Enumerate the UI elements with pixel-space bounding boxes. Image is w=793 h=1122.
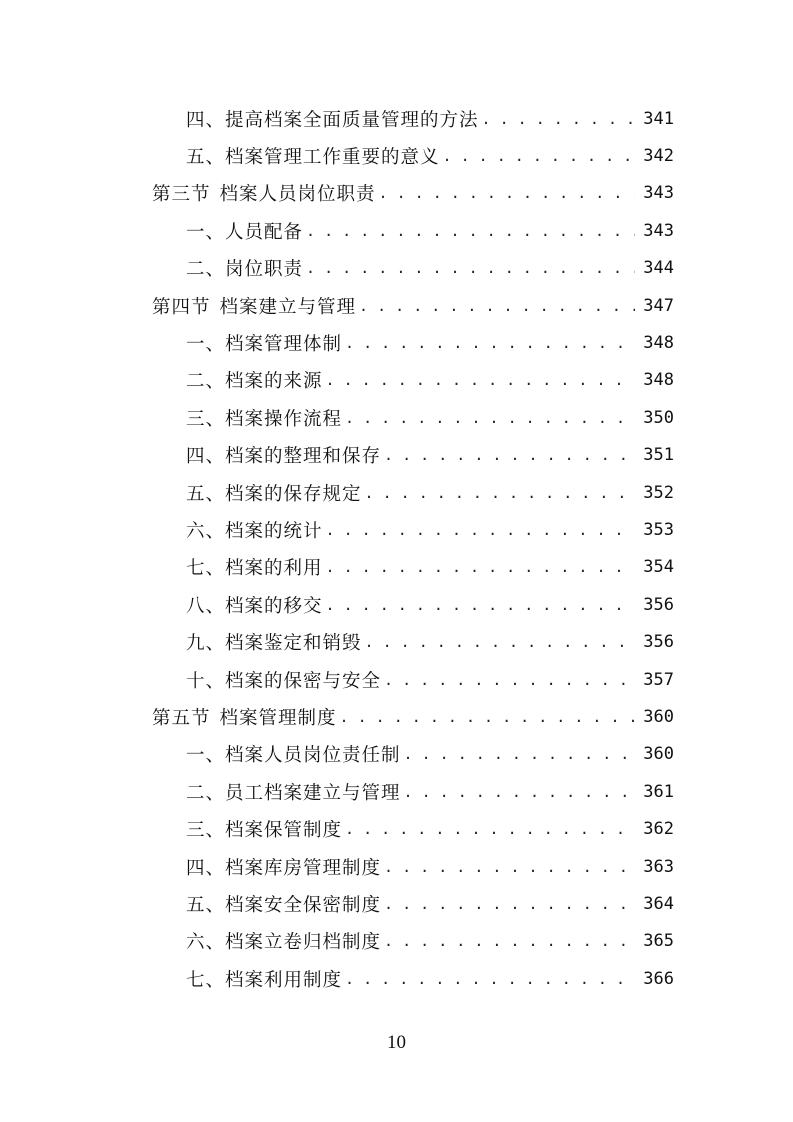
toc-section-name: 档案建立与管理	[219, 296, 357, 318]
toc-entry-title: 一、档案人员岗位责任制	[186, 745, 401, 767]
toc-entry	[152, 885, 674, 922]
toc-entry	[152, 399, 674, 436]
toc-section-number: 第四节	[152, 296, 211, 318]
toc-entry-title: 七、档案利用制度	[186, 969, 343, 991]
toc-entry	[152, 137, 674, 174]
dot-leader	[356, 297, 635, 315]
toc-section-title	[152, 180, 376, 206]
toc-entry	[152, 511, 674, 548]
toc-entry-title: 四、提高档案全面质量管理的方法	[186, 109, 479, 131]
toc-entry	[152, 324, 674, 361]
toc-entry-title: 一、档案管理体制	[186, 334, 343, 356]
toc-entry-title: 六、档案的统计	[186, 520, 323, 542]
toc-entry-page: 360	[643, 706, 674, 727]
toc-entry-page: 344	[643, 258, 674, 279]
toc-entry-title: 三、档案保管制度	[186, 820, 343, 842]
toc-entry-page: 350	[643, 407, 674, 428]
dot-leader	[362, 484, 636, 502]
toc-entry-title: 四、档案的整理和保存	[186, 446, 382, 468]
toc-section-entry	[152, 175, 674, 212]
dot-leader	[401, 783, 636, 801]
toc-entry-page: 366	[643, 968, 674, 989]
toc-entry	[152, 810, 674, 847]
toc-entry	[152, 736, 674, 773]
toc-entry-page: 365	[643, 931, 674, 952]
toc-entry-page: 354	[643, 557, 674, 578]
toc-entry-page: 347	[643, 295, 674, 316]
toc-entry-title: 三、档案操作流程	[186, 408, 343, 430]
dot-leader	[323, 596, 636, 614]
toc-section-title	[152, 704, 337, 730]
toc-entry	[152, 586, 674, 623]
toc-entry	[152, 848, 674, 885]
toc-section-number: 第五节	[152, 707, 211, 729]
toc-entry-title: 二、档案的来源	[186, 371, 323, 393]
toc-entry-title: 九、档案鉴定和销毁	[186, 633, 362, 655]
toc-entry-title: 二、员工档案建立与管理	[186, 782, 401, 804]
toc-entry-title: 五、档案管理工作重要的意义	[186, 147, 440, 169]
toc-entry-title: 七、档案的利用	[186, 558, 323, 580]
dot-leader	[342, 409, 635, 427]
toc-entry	[152, 623, 674, 660]
toc-entry	[152, 100, 674, 137]
toc-entry-page: 364	[643, 893, 674, 914]
toc-entry-title: 二、岗位职责	[186, 259, 304, 281]
toc-entry-page: 343	[643, 220, 674, 241]
toc-section-name: 档案管理制度	[219, 707, 337, 729]
toc-entry-page: 352	[643, 482, 674, 503]
toc-entry-page: 342	[643, 146, 674, 167]
toc-entry	[152, 661, 674, 698]
toc-entry-page: 357	[643, 669, 674, 690]
dot-leader	[440, 147, 636, 165]
dot-leader	[323, 558, 636, 576]
toc-section-title	[152, 293, 356, 319]
toc-entry-title: 五、档案的保存规定	[186, 483, 362, 505]
toc-section-entry	[152, 287, 674, 324]
dot-leader	[303, 222, 635, 240]
dot-leader	[342, 820, 635, 838]
toc-entry	[152, 960, 674, 997]
page-number: 10	[387, 1032, 406, 1053]
dot-leader	[381, 446, 635, 464]
dot-leader	[342, 970, 635, 988]
dot-leader	[323, 521, 636, 539]
toc-entry-page: 348	[643, 370, 674, 391]
dot-leader	[376, 184, 636, 202]
toc-entry-title: 六、档案立卷归档制度	[186, 932, 382, 954]
toc-entry-page: 353	[643, 519, 674, 540]
table-of-contents	[152, 100, 674, 997]
toc-entry-page: 361	[643, 781, 674, 802]
dot-leader	[401, 745, 636, 763]
dot-leader	[381, 671, 635, 689]
toc-entry-page: 351	[643, 445, 674, 466]
dot-leader	[381, 895, 635, 913]
toc-entry-page: 362	[643, 819, 674, 840]
toc-entry-page: 341	[643, 108, 674, 129]
toc-section-entry	[152, 698, 674, 735]
dot-leader	[381, 858, 635, 876]
dot-leader	[362, 633, 636, 651]
toc-entry	[152, 362, 674, 399]
toc-entry	[152, 923, 674, 960]
dot-leader	[342, 334, 635, 352]
toc-entry-page: 360	[643, 744, 674, 765]
dot-leader	[303, 259, 635, 277]
toc-entry	[152, 773, 674, 810]
toc-entry-title: 五、档案安全保密制度	[186, 894, 382, 916]
toc-entry	[152, 549, 674, 586]
toc-entry-page: 348	[643, 333, 674, 354]
toc-section-number: 第三节	[152, 184, 211, 206]
dot-leader	[381, 932, 635, 950]
dot-leader	[479, 110, 636, 128]
toc-entry-page: 356	[643, 594, 674, 615]
toc-entry	[152, 212, 674, 249]
toc-entry	[152, 250, 674, 287]
toc-entry-page: 363	[643, 856, 674, 877]
toc-entry-page: 356	[643, 632, 674, 653]
toc-entry	[152, 437, 674, 474]
toc-entry-title: 十、档案的保密与安全	[186, 670, 382, 692]
toc-entry-title: 四、档案库房管理制度	[186, 857, 382, 879]
dot-leader	[323, 371, 636, 389]
toc-entry-title: 八、档案的移交	[186, 595, 323, 617]
dot-leader	[337, 708, 636, 726]
toc-entry-title: 一、人员配备	[186, 221, 304, 243]
toc-entry-page: 343	[643, 183, 674, 204]
toc-section-name: 档案人员岗位职责	[219, 184, 376, 206]
toc-entry	[152, 474, 674, 511]
